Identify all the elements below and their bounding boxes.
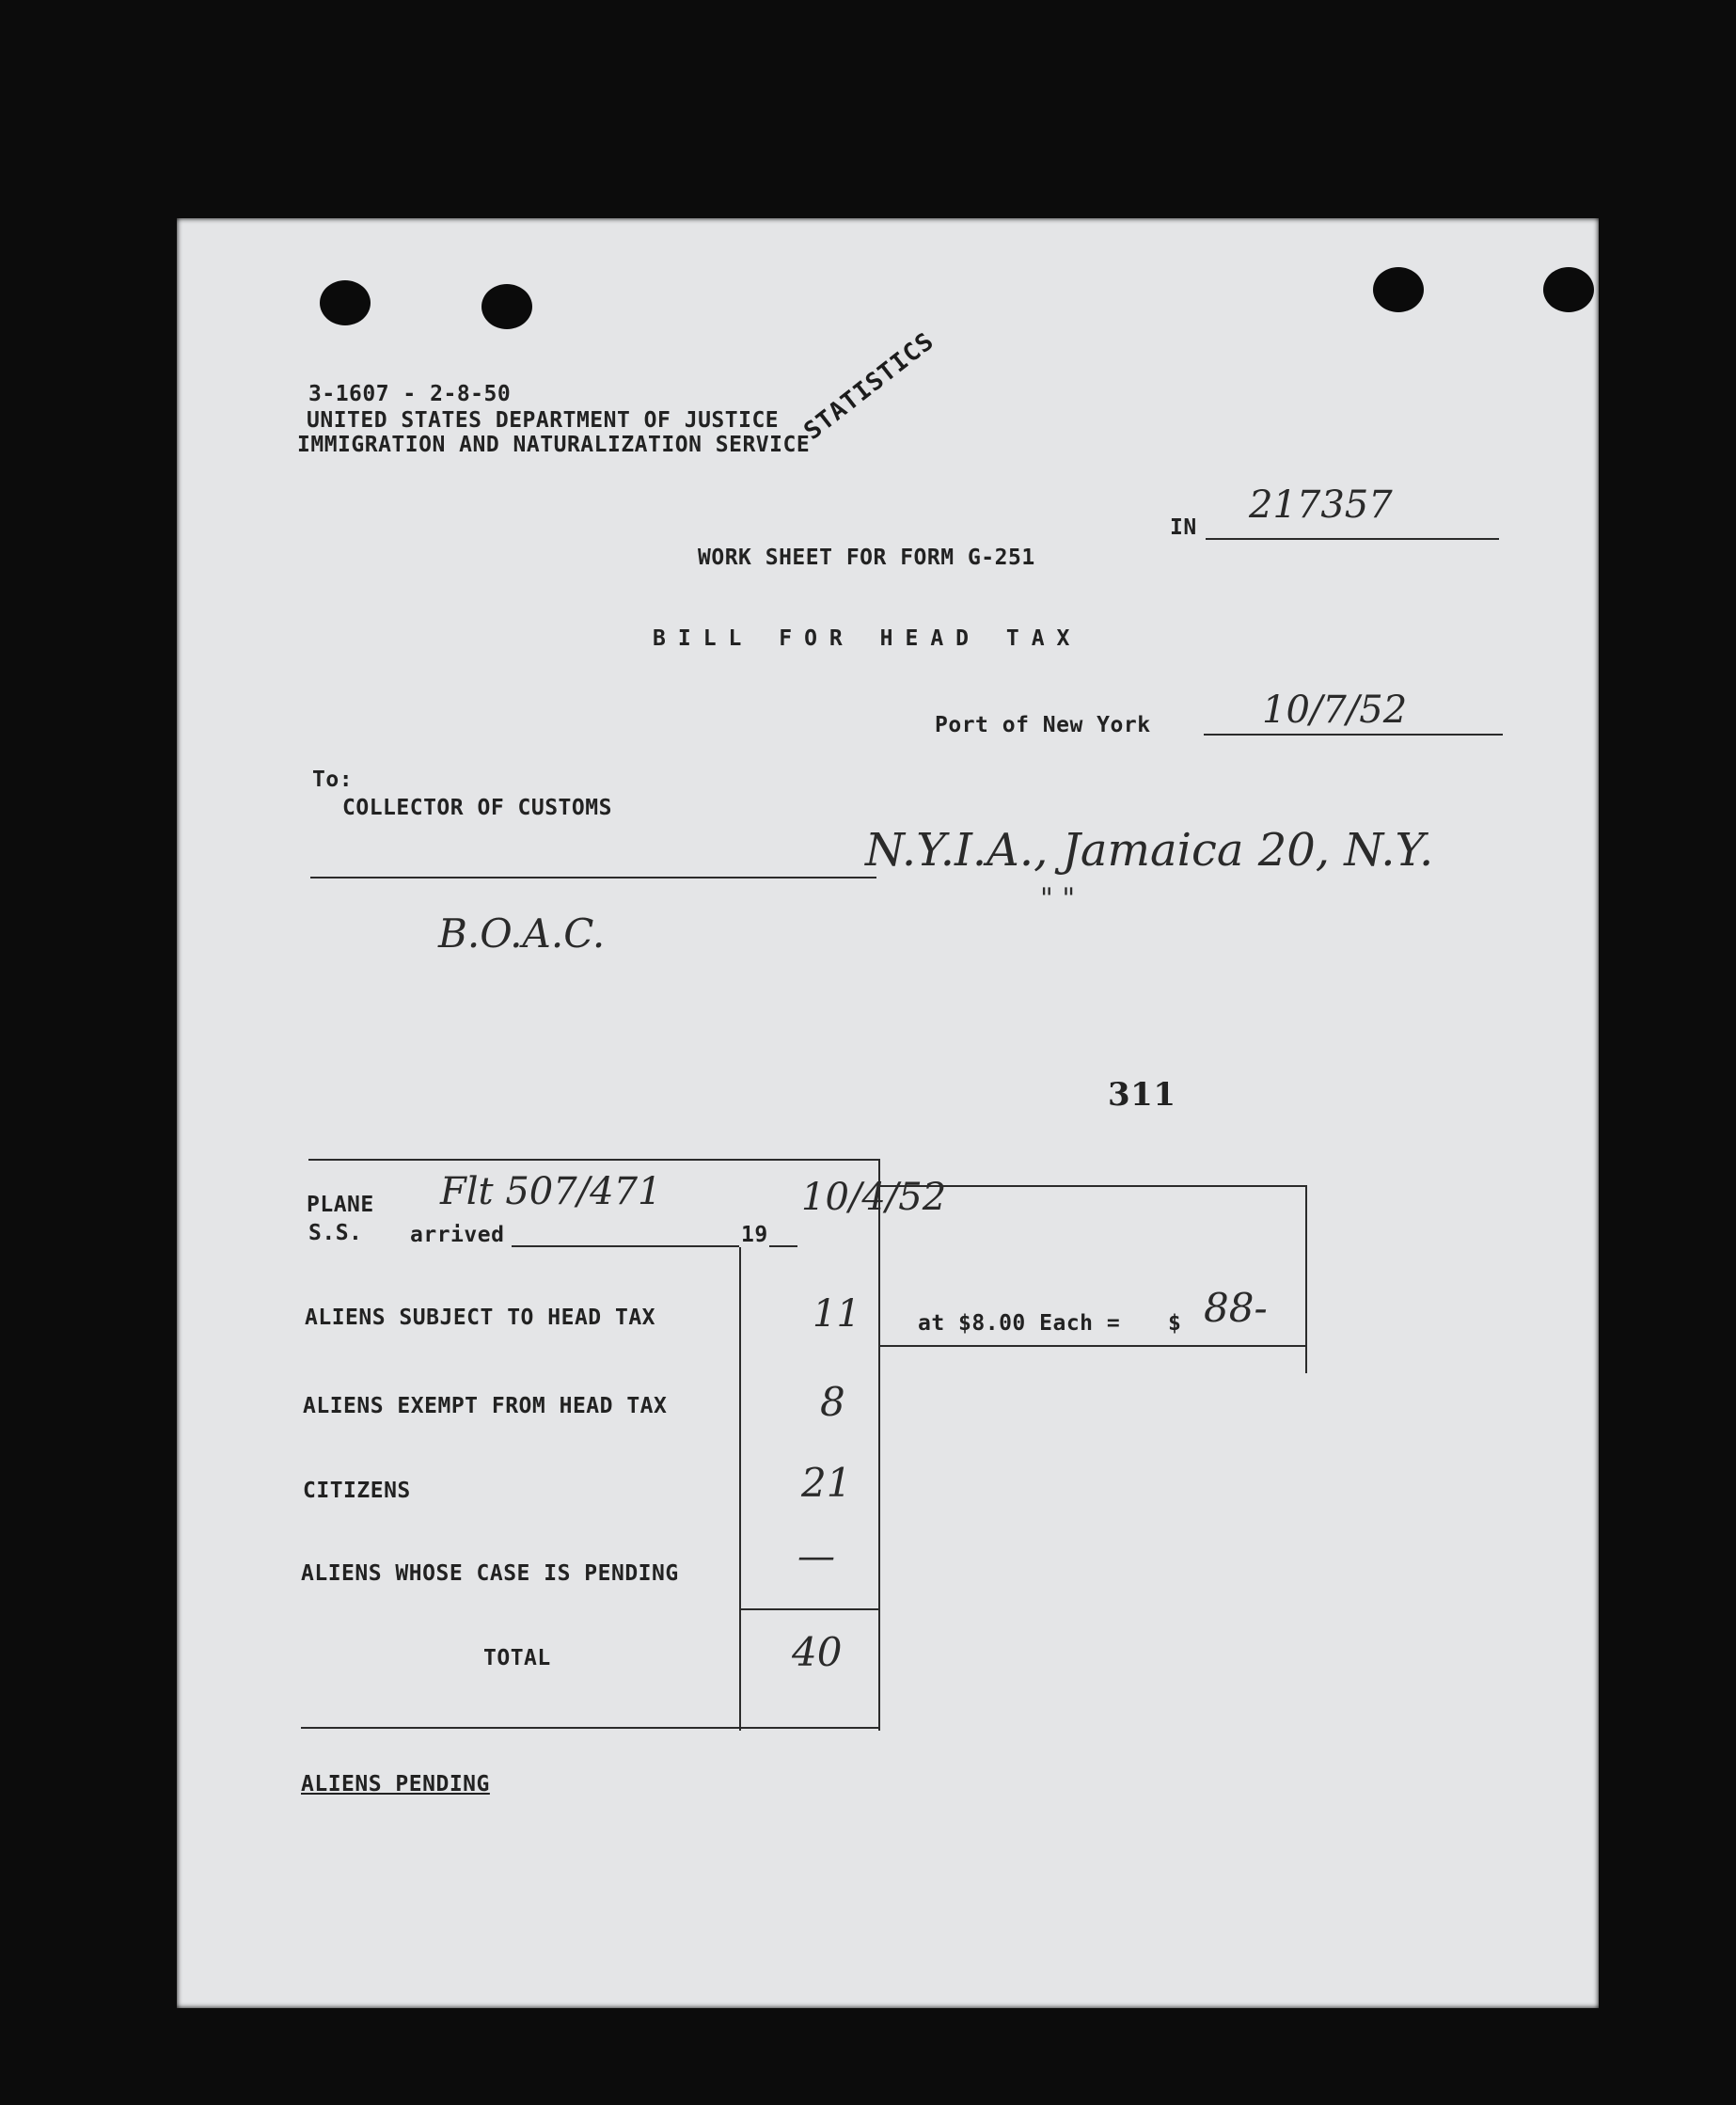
dollar-sign: $	[1168, 1311, 1182, 1336]
address-handwritten: N.Y.I.A., Jamaica 20, N.Y.	[865, 824, 1434, 877]
in-label: IN	[1170, 515, 1197, 540]
row-value: 21	[801, 1460, 852, 1506]
punch-hole	[1373, 267, 1424, 312]
ss-label: S.S.	[308, 1221, 363, 1245]
in-number: 217357	[1249, 483, 1393, 527]
year-label: 19	[741, 1223, 768, 1247]
row-label: CITIZENS	[303, 1479, 411, 1503]
sheet-number: 311	[1108, 1076, 1176, 1114]
row-value: —	[797, 1535, 835, 1578]
form-subtitle: BILL FOR HEAD TAX	[653, 626, 1082, 651]
department-name: UNITED STATES DEPARTMENT OF JUSTICE	[307, 408, 780, 433]
arrived-label: arrived	[410, 1223, 505, 1247]
total-label: TOTAL	[483, 1646, 551, 1670]
form-title: WORK SHEET FOR FORM G-251	[698, 546, 1035, 570]
punch-hole	[1543, 267, 1594, 312]
form-number: 3-1607 - 2-8-50	[308, 382, 512, 406]
tax-amount: 88-	[1204, 1285, 1268, 1331]
row-value: 11	[813, 1292, 860, 1336]
row-label: ALIENS EXEMPT FROM HEAD TAX	[303, 1394, 668, 1418]
row-value: 8	[820, 1379, 845, 1425]
to-label: To:	[312, 768, 354, 792]
service-name: IMMIGRATION AND NATURALIZATION SERVICE	[297, 433, 811, 457]
arrival-date: 10/4/52	[801, 1176, 947, 1219]
form-sheet	[177, 218, 1599, 2008]
ditto-marks: " "	[1040, 882, 1076, 915]
row-label: ALIENS SUBJECT TO HEAD TAX	[305, 1306, 656, 1330]
to-value: COLLECTOR OF CUSTOMS	[342, 796, 612, 820]
row-label: ALIENS WHOSE CASE IS PENDING	[301, 1561, 679, 1586]
carrier-handwritten: B.O.A.C.	[438, 910, 606, 957]
punch-hole	[481, 284, 532, 329]
flight-number: Flt 507/471	[440, 1170, 662, 1213]
bill-date: 10/7/52	[1262, 688, 1408, 732]
punch-hole	[320, 280, 371, 325]
plane-label: PLANE	[307, 1193, 374, 1217]
aliens-pending-label: ALIENS PENDING	[301, 1772, 490, 1796]
rate-label: at $8.00 Each =	[918, 1311, 1121, 1336]
total-value: 40	[792, 1629, 843, 1675]
statistics-stamp: STATISTICS	[798, 326, 940, 446]
port-label: Port of New York	[935, 713, 1151, 737]
